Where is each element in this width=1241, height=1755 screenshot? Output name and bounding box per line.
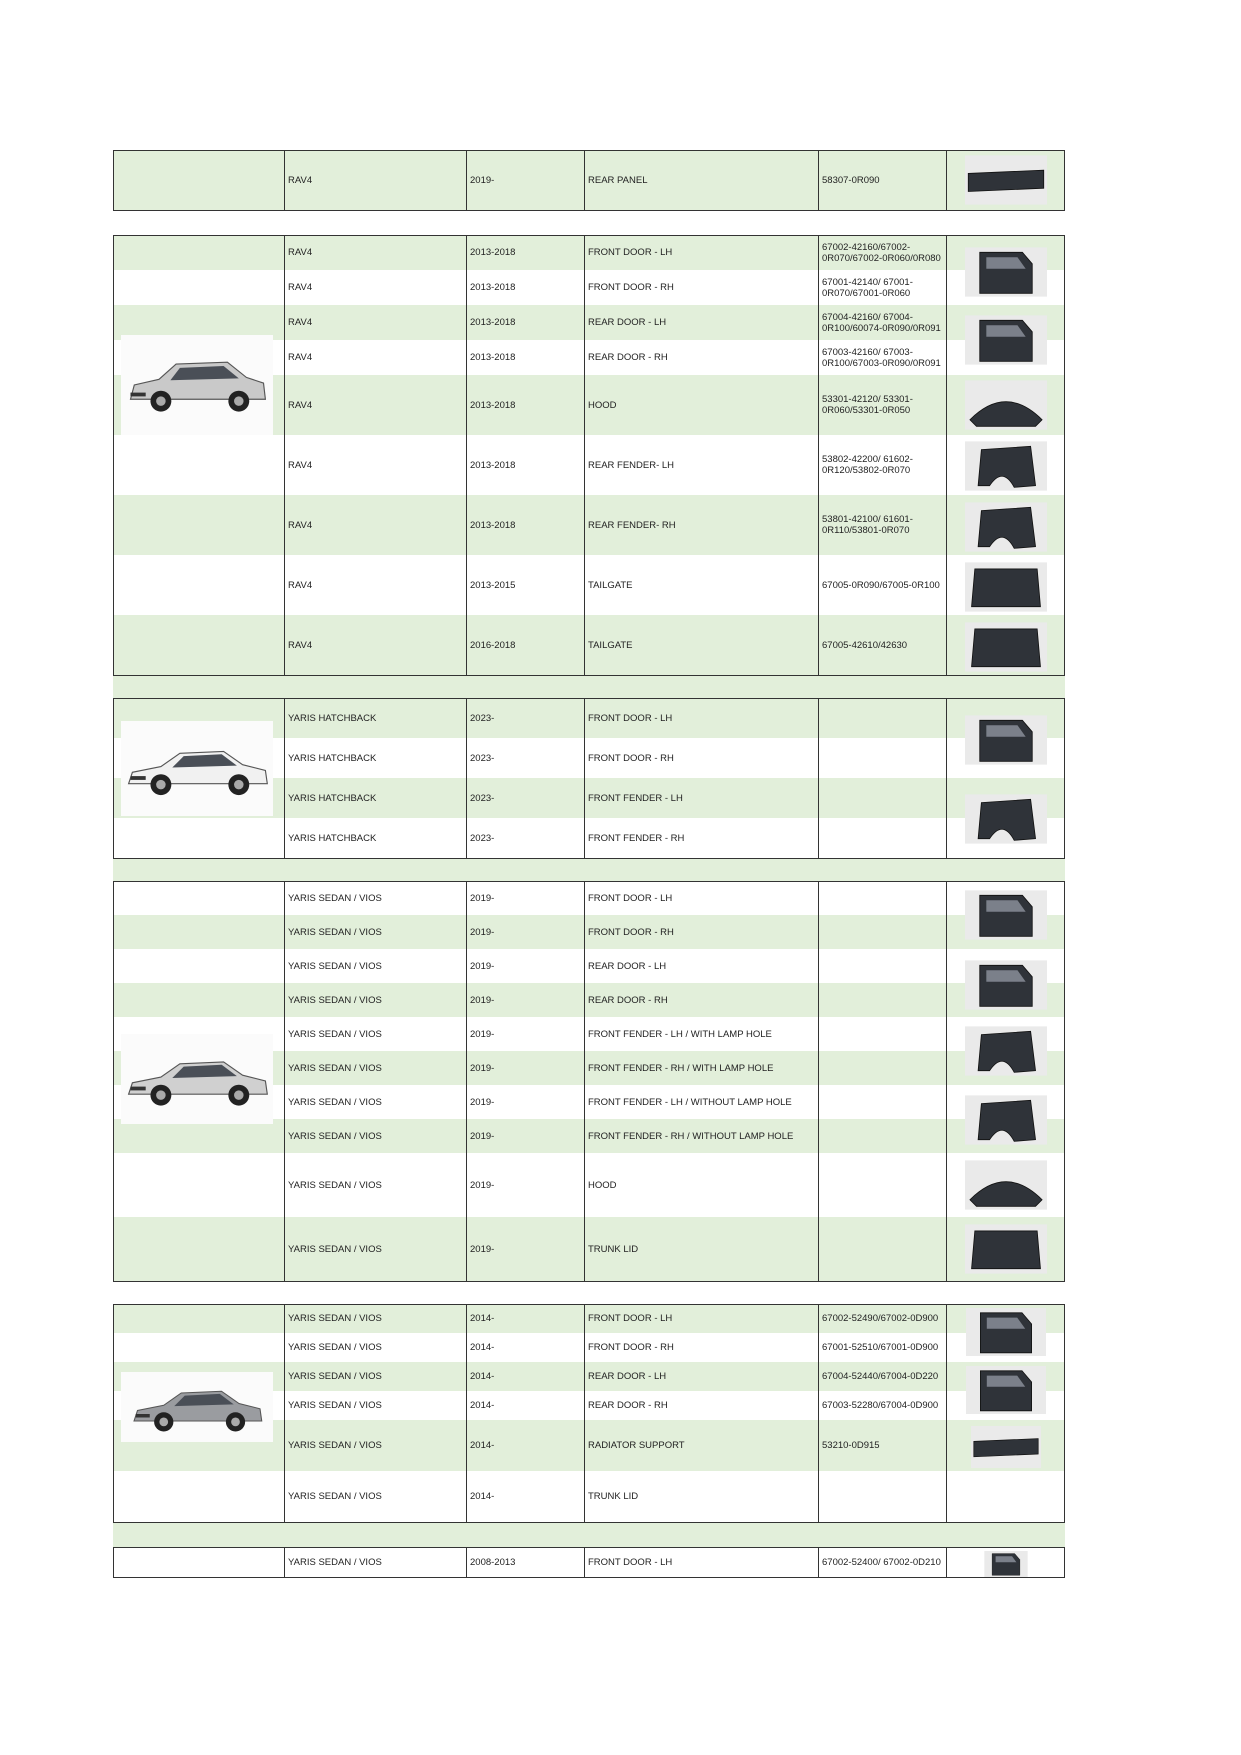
part-name-cell: FRONT DOOR - RH — [588, 926, 674, 938]
group-border-top — [113, 1304, 1065, 1305]
year-cell: 2023- — [470, 712, 495, 724]
oem-number-cell: 67001-52510/67001-0D900 — [822, 1342, 939, 1353]
model-cell: RAV4 — [288, 639, 313, 651]
part-name-cell: TRUNK LID — [588, 1243, 639, 1255]
column-divider — [113, 1304, 114, 1523]
column-divider — [818, 1304, 819, 1523]
oem-number-cell: 67004-52440/67004-0D220 — [822, 1371, 939, 1382]
spacer-row — [113, 210, 1065, 235]
oem-number-cell — [820, 738, 948, 778]
group-border-bottom — [113, 1522, 1065, 1523]
year-cell: 2016-2018 — [470, 639, 516, 651]
table-row — [113, 915, 1065, 949]
model-cell: YARIS HATCHBACK — [288, 752, 377, 764]
table-row — [113, 435, 1065, 495]
column-divider — [466, 235, 467, 676]
column-divider — [466, 150, 467, 211]
model-cell: YARIS SEDAN / VIOS — [288, 1096, 382, 1108]
column-divider — [584, 1304, 585, 1523]
rear-fender-lh-image — [965, 440, 1047, 492]
model-cell: RAV4 — [288, 519, 313, 531]
front-fender-image — [965, 783, 1047, 855]
front-fender-image — [965, 1089, 1047, 1151]
column-divider — [584, 881, 585, 1282]
oem-number-cell: 67002-52400/ 67002-0D210 — [822, 1556, 941, 1568]
table-row — [113, 1333, 1065, 1362]
model-cell: YARIS HATCHBACK — [288, 792, 377, 804]
yaris-hatchback-car-image — [121, 721, 273, 816]
column-divider — [584, 235, 585, 676]
column-divider — [584, 698, 585, 859]
year-cell: 2019- — [470, 174, 495, 186]
model-cell: YARIS SEDAN / VIOS — [288, 1028, 382, 1040]
year-cell: 2014- — [470, 1371, 495, 1382]
part-name-cell: REAR DOOR - RH — [588, 1400, 668, 1411]
part-name-cell: TAILGATE — [588, 579, 633, 591]
model-cell: YARIS SEDAN / VIOS — [288, 892, 382, 904]
group-border-top — [113, 881, 1065, 882]
column-divider — [584, 150, 585, 211]
year-cell: 2019- — [470, 892, 495, 904]
year-cell: 2019- — [470, 1179, 495, 1191]
year-cell: 2019- — [470, 1062, 495, 1074]
rav4-car-image — [121, 335, 273, 435]
table-row — [113, 818, 1065, 858]
oem-number-cell: 53801-42100/ 61601-0R110/53801-0R070 — [822, 514, 913, 536]
year-cell: 2019- — [470, 926, 495, 938]
column-divider — [946, 698, 947, 859]
year-cell: 2023- — [470, 832, 495, 844]
column-divider — [284, 1304, 285, 1523]
oem-number-cell — [820, 1217, 948, 1281]
model-cell: RAV4 — [288, 317, 313, 328]
part-name-cell: REAR DOOR - LH — [588, 960, 667, 972]
front-door-image — [965, 886, 1047, 944]
part-name-cell: FRONT DOOR - RH — [588, 282, 674, 293]
oem-number-cell — [820, 1051, 948, 1085]
part-name-cell: REAR DOOR - RH — [588, 994, 668, 1006]
model-cell: YARIS SEDAN / VIOS — [288, 1179, 382, 1191]
year-cell: 2019- — [470, 994, 495, 1006]
table-row — [113, 1217, 1065, 1281]
rear-fender-rh-image — [965, 500, 1047, 554]
oem-number-cell — [820, 915, 948, 949]
table-row — [113, 1153, 1065, 1217]
model-cell: YARIS HATCHBACK — [288, 832, 377, 844]
part-name-cell: FRONT DOOR - LH — [588, 892, 673, 904]
column-divider — [1064, 235, 1065, 676]
table-row — [113, 1119, 1065, 1153]
part-name-cell: FRONT DOOR - LH — [588, 1556, 673, 1568]
front-door-image — [965, 1551, 1047, 1577]
column-divider — [818, 150, 819, 211]
table-row — [113, 1304, 1065, 1333]
oem-number-cell: 53802-42200/ 61602-0R120/53802-0R070 — [822, 454, 913, 476]
year-cell: 2013-2018 — [470, 352, 516, 363]
year-cell: 2014- — [470, 1400, 495, 1411]
oem-number-cell — [820, 1471, 948, 1522]
part-name-cell: REAR PANEL — [588, 174, 648, 186]
oem-number-cell — [820, 698, 948, 738]
part-name-cell: HOOD — [588, 399, 617, 411]
group-border-bottom — [113, 210, 1065, 211]
column-divider — [113, 881, 114, 1282]
oem-number-cell — [820, 881, 948, 915]
part-name-cell: FRONT FENDER - RH / WITH LAMP HOLE — [588, 1062, 774, 1074]
column-divider — [113, 698, 114, 859]
year-cell: 2013-2018 — [470, 399, 516, 411]
year-cell: 2019- — [470, 1028, 495, 1040]
group-border-top — [113, 698, 1065, 699]
year-cell: 2013-2018 — [470, 282, 516, 293]
column-divider — [113, 1547, 114, 1578]
front-fender-image — [965, 1021, 1047, 1081]
front-door-image — [965, 1308, 1047, 1356]
year-cell: 2008-2013 — [470, 1556, 516, 1568]
column-divider — [284, 235, 285, 676]
model-cell: YARIS SEDAN / VIOS — [288, 1130, 382, 1142]
oem-number-cell: 67004-42160/ 67004-0R100/60074-0R090/0R091 — [822, 311, 941, 334]
year-cell: 2013-2018 — [470, 247, 516, 258]
group-border-top — [113, 1547, 1065, 1548]
column-divider — [466, 698, 467, 859]
oem-number-cell: 67001-42140/ 67001-0R070/67001-0R060 — [822, 276, 913, 299]
oem-number-cell: 67003-42160/ 67003-0R100/67003-0R090/0R091 — [822, 346, 941, 369]
table-row — [113, 150, 1065, 210]
year-cell: 2019- — [470, 1130, 495, 1142]
part-name-cell: TAILGATE — [588, 639, 633, 651]
oem-number-cell: 53210-0D915 — [822, 1440, 880, 1451]
model-cell: YARIS SEDAN / VIOS — [288, 994, 382, 1006]
hood-image — [965, 1158, 1047, 1212]
model-cell: YARIS SEDAN / VIOS — [288, 960, 382, 972]
column-divider — [946, 150, 947, 211]
model-cell: RAV4 — [288, 352, 313, 363]
part-name-cell: FRONT FENDER - LH — [588, 792, 683, 804]
table-row — [113, 495, 1065, 555]
column-divider — [1064, 150, 1065, 211]
oem-number-cell — [820, 778, 948, 818]
year-cell: 2019- — [470, 960, 495, 972]
part-name-cell: TRUNK LID — [588, 1491, 639, 1502]
front-door-image — [965, 703, 1047, 777]
oem-number-cell — [820, 1153, 948, 1217]
model-cell: YARIS SEDAN / VIOS — [288, 1243, 382, 1255]
column-divider — [466, 881, 467, 1282]
model-cell: YARIS SEDAN / VIOS — [288, 1313, 382, 1324]
column-divider — [818, 881, 819, 1282]
year-cell: 2013-2018 — [470, 317, 516, 328]
part-name-cell: REAR DOOR - RH — [588, 352, 668, 363]
model-cell: YARIS HATCHBACK — [288, 712, 377, 724]
column-divider — [284, 150, 285, 211]
table-row — [113, 615, 1065, 675]
column-divider — [284, 881, 285, 1282]
part-name-cell: FRONT DOOR - LH — [588, 712, 673, 724]
group-border-bottom — [113, 1577, 1065, 1578]
spacer-row — [113, 675, 1065, 698]
table-row — [113, 555, 1065, 615]
model-cell: RAV4 — [288, 399, 313, 411]
group-border-top — [113, 150, 1065, 151]
table-row — [113, 235, 1065, 270]
parts-catalog-table — [113, 150, 1065, 1577]
model-cell: YARIS SEDAN / VIOS — [288, 1062, 382, 1074]
part-name-cell: FRONT FENDER - RH / WITHOUT LAMP HOLE — [588, 1130, 794, 1142]
column-divider — [466, 1304, 467, 1523]
model-cell: RAV4 — [288, 282, 313, 293]
yaris-sedan-2019-car-image — [121, 1034, 273, 1124]
group-border-bottom — [113, 675, 1065, 676]
column-divider — [584, 1547, 585, 1578]
trunk-lid-image — [965, 1222, 1047, 1276]
column-divider — [946, 881, 947, 1282]
column-divider — [284, 1547, 285, 1578]
column-divider — [946, 1304, 947, 1523]
part-name-cell: REAR DOOR - LH — [588, 1371, 667, 1382]
column-divider — [946, 1547, 947, 1578]
rear-door-image — [965, 954, 1047, 1016]
part-name-cell: FRONT FENDER - LH / WITH LAMP HOLE — [588, 1028, 772, 1040]
part-name-cell: REAR FENDER- RH — [588, 519, 676, 531]
table-row — [113, 1471, 1065, 1522]
oem-number-cell — [820, 949, 948, 983]
oem-number-cell: 67002-52490/67002-0D900 — [822, 1313, 939, 1324]
column-divider — [1064, 1547, 1065, 1578]
part-name-cell: REAR DOOR - LH — [588, 317, 667, 328]
year-cell: 2013-2018 — [470, 519, 516, 531]
rear-door-image — [965, 1366, 1047, 1414]
table-row — [113, 270, 1065, 305]
oem-number-cell — [820, 1119, 948, 1153]
oem-number-cell: 67003-52280/67004-0D900 — [822, 1400, 939, 1411]
model-cell: YARIS SEDAN / VIOS — [288, 1400, 382, 1411]
oem-number-cell: 53301-42120/ 53301-0R060/53301-0R050 — [822, 394, 913, 416]
year-cell: 2014- — [470, 1342, 495, 1353]
oem-number-cell — [820, 818, 948, 858]
year-cell: 2013-2018 — [470, 459, 516, 471]
oem-number-cell — [820, 1017, 948, 1051]
part-name-cell: RADIATOR SUPPORT — [588, 1440, 685, 1451]
column-divider — [818, 235, 819, 676]
yaris-sedan-2014-car-image — [121, 1372, 273, 1442]
spacer-row — [113, 858, 1065, 881]
radiator-support-image — [965, 1426, 1047, 1468]
hood-image — [965, 378, 1047, 432]
column-divider — [284, 698, 285, 859]
tailgate-image — [965, 620, 1047, 674]
group-border-bottom — [113, 858, 1065, 859]
year-cell: 2019- — [470, 1243, 495, 1255]
rear-panel-image — [965, 153, 1047, 207]
oem-number-cell — [820, 983, 948, 1017]
group-border-bottom — [113, 1281, 1065, 1282]
spacer-row — [113, 1522, 1065, 1547]
part-name-cell: REAR FENDER- LH — [588, 459, 675, 471]
table-row — [113, 983, 1065, 1017]
model-cell: RAV4 — [288, 579, 313, 591]
part-name-cell: FRONT DOOR - RH — [588, 1342, 674, 1353]
model-cell: YARIS SEDAN / VIOS — [288, 1371, 382, 1382]
model-cell: YARIS SEDAN / VIOS — [288, 1440, 382, 1451]
column-divider — [113, 235, 114, 676]
part-name-cell: FRONT DOOR - LH — [588, 1313, 673, 1324]
column-divider — [113, 150, 114, 211]
oem-number-cell: 67002-42160/67002-0R070/67002-0R060/0R080 — [822, 241, 941, 264]
part-name-cell: FRONT DOOR - RH — [588, 752, 674, 764]
year-cell: 2013-2015 — [470, 579, 516, 591]
tailgate-image — [965, 560, 1047, 614]
model-cell: YARIS SEDAN / VIOS — [288, 1556, 382, 1568]
column-divider — [818, 1547, 819, 1578]
table-row — [113, 1547, 1065, 1577]
column-divider — [1064, 881, 1065, 1282]
table-row — [113, 881, 1065, 915]
oem-number-cell: 67005-42610/42630 — [822, 639, 908, 651]
column-divider — [1064, 1304, 1065, 1523]
year-cell: 2014- — [470, 1491, 495, 1502]
year-cell: 2014- — [470, 1440, 495, 1451]
column-divider — [1064, 698, 1065, 859]
model-cell: YARIS SEDAN / VIOS — [288, 1342, 382, 1353]
table-row — [113, 949, 1065, 983]
year-cell: 2019- — [470, 1096, 495, 1108]
part-name-cell: FRONT DOOR - LH — [588, 247, 673, 258]
front-door-image — [965, 242, 1047, 302]
column-divider — [818, 698, 819, 859]
model-cell: YARIS SEDAN / VIOS — [288, 926, 382, 938]
oem-number-cell: 67005-0R090/67005-0R100 — [822, 579, 940, 591]
spacer-row — [113, 1281, 1065, 1304]
part-name-cell: FRONT FENDER - RH — [588, 832, 685, 844]
column-divider — [946, 235, 947, 676]
year-cell: 2023- — [470, 792, 495, 804]
oem-number-cell — [820, 1085, 948, 1119]
group-border-top — [113, 235, 1065, 236]
model-cell: RAV4 — [288, 247, 313, 258]
year-cell: 2023- — [470, 752, 495, 764]
year-cell: 2014- — [470, 1313, 495, 1324]
model-cell: RAV4 — [288, 174, 313, 186]
rear-door-image — [965, 310, 1047, 370]
part-name-cell: FRONT FENDER - LH / WITHOUT LAMP HOLE — [588, 1096, 792, 1108]
model-cell: YARIS SEDAN / VIOS — [288, 1491, 382, 1502]
oem-number-cell: 58307-0R090 — [822, 174, 880, 186]
part-name-cell: HOOD — [588, 1179, 617, 1191]
model-cell: RAV4 — [288, 459, 313, 471]
column-divider — [466, 1547, 467, 1578]
